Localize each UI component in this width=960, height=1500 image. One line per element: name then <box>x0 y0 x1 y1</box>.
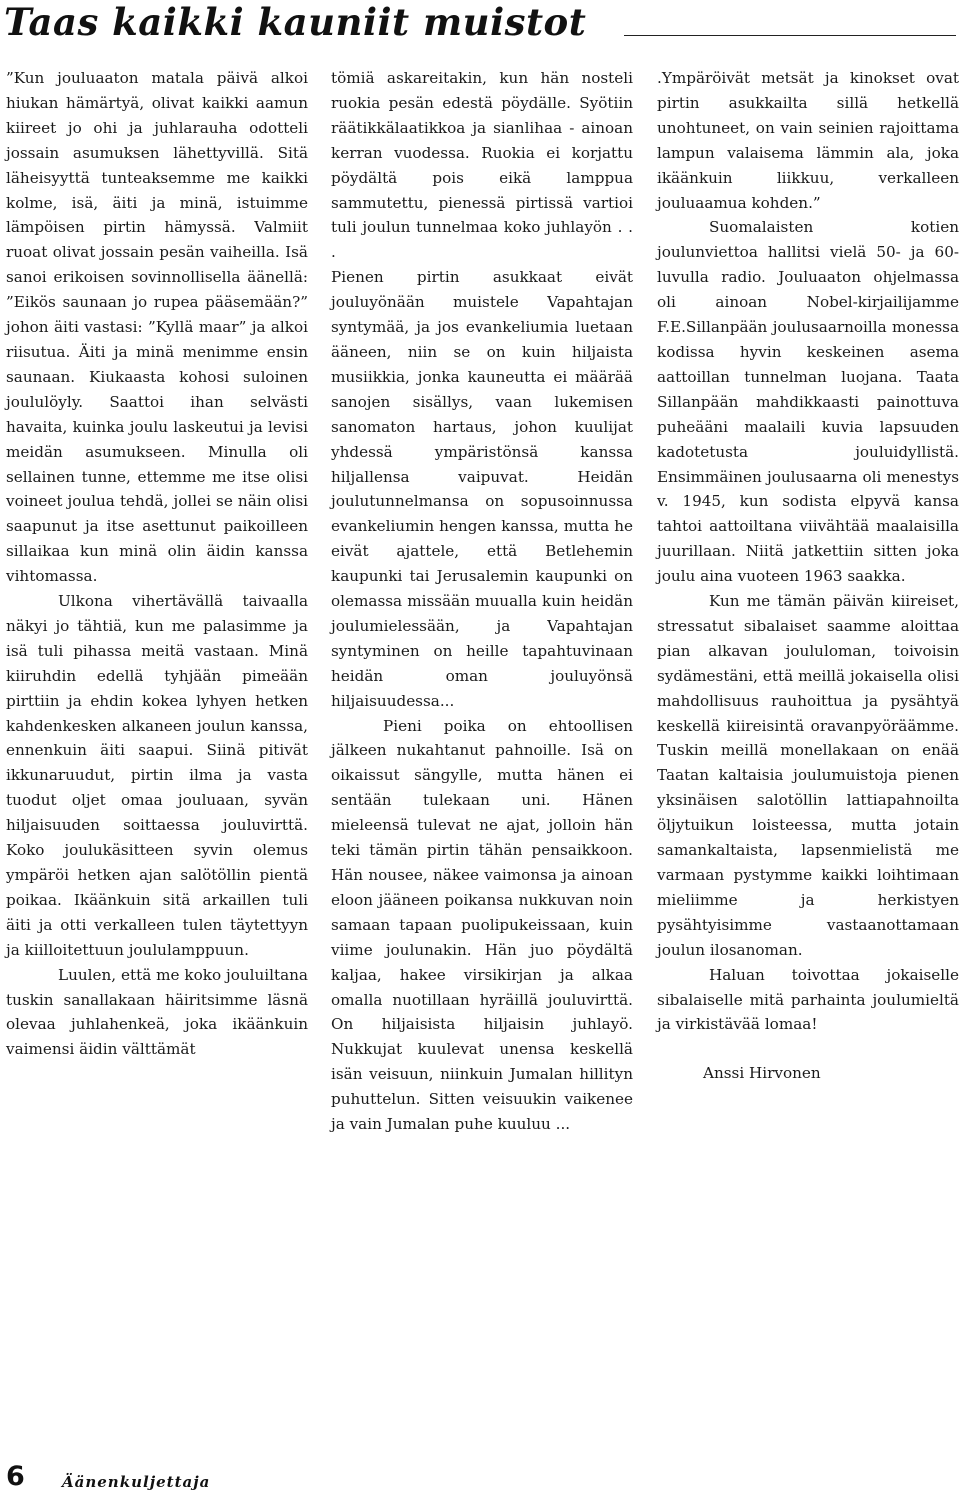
page-number: 6 <box>6 1461 25 1492</box>
paragraph: Pieni poika on ehtoollisen jälkeen nukahtanut pahnoille. Isä on oikaissut sängylle, mutta hänen ei sentään tulekaan uni. Hänen mieleensä tulevat ne ajat, jolloin hän teki tämän pirtin tähän pensaikkoon. Hän nousee, näkee vaimonsa ja ainoan eloon jääneen poikansa nukkuvan noin samaan tapaan puolipukeissaan, kuin viime joulunakin. Hän juo pöydältä kaljaa, hakee virsikirjan ja alkaa omalla nuotillaan hyräillä jouluvirttä. On hiljaisista hiljaisin juhlayö. Nukkujat kuulevat unensa keskellä isän veisuun, niinkuin Jumalan hillityn puhuttelun. Sitten veisuukin vaikenee ja vain Jumalan puhe kuuluu ... <box>331 716 633 1134</box>
page-footer <box>6 1462 406 1496</box>
paragraph: Haluan toivottaa jokaiselle sibalaiselle mitä parhainta joulumieltä ja virkistävää lomaa! <box>657 965 959 1034</box>
paragraph: ”Kun jouluaaton matala päivä alkoi hiukan hämärtyä, olivat kaikki aamun kiireet jo ohi ja juhlarauha odotteli jossain asumuksen lähettyvillä. Sitä läheisyyttä tunteaksemme me kaikki kolme, isä, äiti ja minä, istuimme lämpöisen pirtin hämyssä. Valmiit ruoat olivat jossain pesän vaiheilla. Isä sanoi erikoisen sovinnollisella äänellä: ”Eikös saunaan jo rupea pääsemään?” johon äiti vastasi: ”Kyllä maar” ja alkoi riisutua. Äiti ja minä menimme ensin saunaan. Kiukaasta kohosi suloinen joululöyly. Saattoi ihan selvästi havaita, kuinka joulu laskeutui ja levisi meidän asumukseen. Minulla oli sellainen tunne, ettemme me itse olisi voineet joulua tehdä, jollei se näin olisi saapunut ja itse asettunut paikoilleen sillaikaa kun minä olin äidin kanssa vihtomassa. <box>6 69 308 586</box>
publication-name: Äänenkuljettaja <box>62 1473 211 1491</box>
article-title: Taas kaikki kauniit muistot <box>4 0 587 44</box>
text-column-2 <box>331 66 633 1137</box>
paragraph: Kun me tämän päivän kiireiset, stressatut sibalaiset saamme aloittaa pian alkavan joululoman, toivoisin sydämestäni, että meillä jokaisella olisi mahdollisuus rauhoittua ja pysähtyä keskellä kiireisintä oravanpyöräämme. Tuskin meillä monellakaan on enää Taatan kaltaisia joulumuistoja pienen yksinäisen salotöllin lattiapahnoilta öljytuikun loisteessa, mutta jotain samankaltaista, lapsenmielistä me varmaan pystymme kaikki loihtimaan mieliimme ja herkistyen pysähtyisimme vastaanottamaan joulun ilosanoman. <box>657 592 959 959</box>
text-column-1 <box>6 66 308 1062</box>
paragraph: Luulen, että me koko jouluiltana tuskin sanallakaan häiritsimme läsnä olevaa juhlahenkeä, joka ikäänkuin vaimensi äidin välttämät <box>6 965 308 1059</box>
paragraph: tömiä askareitakin, kun hän nosteli ruokia pesän edestä pöydälle. Syötiin räätikkälaatikkoa ja sianlihaa - ainoan kerran vuodessa. Ruokia ei korjattu pöydältä pois eikä lamppua sammutettu, pienessä pirtissä vartioi tuli joulun tunnelmaa koko juhlayön . . . <box>331 69 633 262</box>
paragraph: Ulkona vihertävällä taivaalla näkyi jo tähtiä, kun me palasimme ja isä tuli pihassa meitä vastaan. Minä kiiruhdin edellä tyhjään pimeään pirttiin ja ehdin kokea lyhyen hetken kahdenkesken alkaneen joulun kanssa, ennenkuin äiti saapui. Siinä pitivät ikkunaruudut, pirtin ilma ja vasta tuodut oljet omaa jouluaan, syvän hiljaisuuden soittaessa jouluvirttä. Koko joulukäsitteen syvin olemus ympäröi hetken ajan salötöllin pientä poikaa. Ikäänkuin sitä arkaillen tuli äiti ja otti verkalleen tulen täytettyyn ja kiilloitettuun joululamppuun. <box>6 592 308 959</box>
paragraph: .Ympäröivät metsät ja kinokset ovat pirtin asukkailta sillä hetkellä unohtuneet, on vain seinien rajoittama lampun valaisema lämmin ala, joka ikäänkuin liikkuu, verkalleen jouluaamua kohden.” <box>657 69 959 212</box>
text-column-3 <box>657 66 959 1086</box>
paragraph: Suomalaisten kotien joulunviettoa hallitsi vielä 50- ja 60-luvulla radio. Jouluaaton ohjelmassa oli ainoan Nobel-kirjailijamme F.E.Sillanpään joulusaarnoilla monessa kodissa hyvin keskeinen asema aattoillan tunnelman luojana. Taata Sillanpään mahdikkaasti painottuva puheääni maalaili kuvia lapsuuden kadotetusta jouluidyllistä. Ensimmäinen joulusaarna oli menestys v. 1945, kun sodista elpyvä kansa tahtoi aattoiltana viivähtää maalaisilla juurillaan. Niitä jatkettiin sitten joka joulu aina vuoteen 1963 saakka. <box>657 218 959 586</box>
paragraph: Pienen pirtin asukkaat eivät jouluyönään muistele Vapahtajan syntymää, ja jos evankeliumia luetaan ääneen, niin se on kuin hiljaista musiikkia, jonka kauneutta ei määrää sanojen sisällys, vaan lukemisen sanomaton hartaus, johon kuulijat yhdessä ympäristönsä kanssa hiljallensa vaipuvat. Heidän joulutunnelmansa on sopusoinnussa evankeliumin hengen kanssa, mutta he eivät ajattele, että Betlehemin kaupunki tai Jerusalemin kaupunki on olemassa missään muualla kuin heidän joulumielessään, ja Vapahtajan syntyminen on heille tapahtuvinaan heidän oman jouluyönsä hiljaisuudessa... <box>331 268 633 710</box>
author-signature: Anssi Hirvonen <box>703 1064 821 1083</box>
article-header <box>4 0 956 50</box>
title-rule <box>624 35 956 36</box>
article-body <box>6 66 959 1266</box>
